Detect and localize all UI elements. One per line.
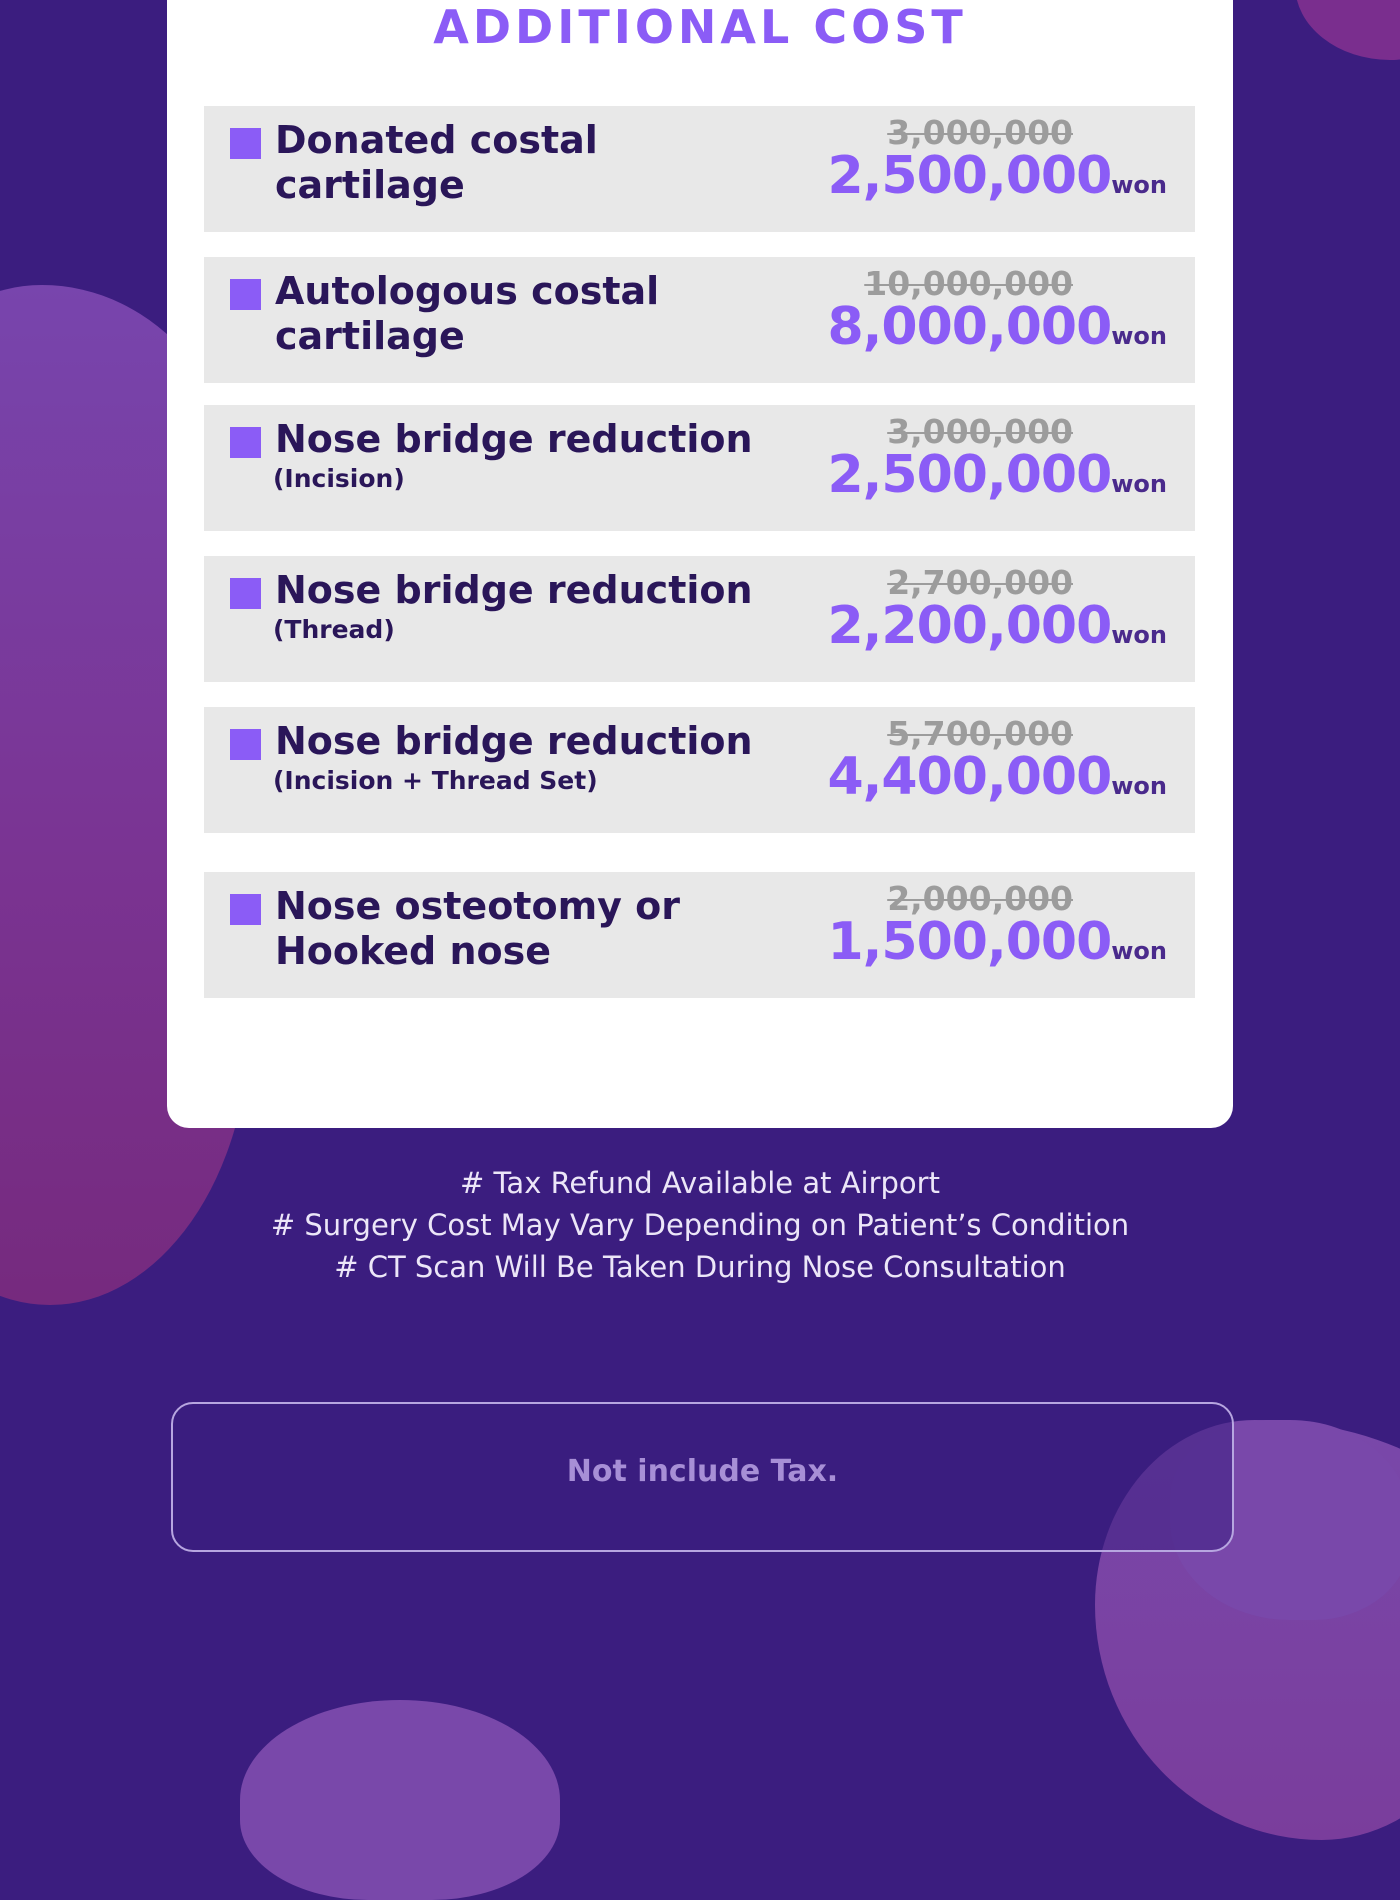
tax-notice-text: Not include Tax. <box>566 1454 839 1489</box>
price-unit: won <box>1111 322 1167 350</box>
price-row <box>204 257 1195 383</box>
discounted-price <box>827 445 1167 505</box>
original-price: 5,700,000 <box>887 714 1073 753</box>
card-title: ADDITIONAL COST <box>433 0 967 54</box>
original-price: 2,700,000 <box>887 563 1073 602</box>
square-bullet-icon <box>230 427 261 458</box>
decorative-blob-bottom-left <box>240 1700 560 1900</box>
discounted-price <box>827 146 1167 206</box>
price-row <box>204 707 1195 833</box>
item-name-main: Nose bridge reduction <box>275 719 753 763</box>
price-value: 2,500,000 <box>827 445 1112 505</box>
note-ct-scan: # CT Scan Will Be Taken During Nose Consultation <box>334 1250 1066 1284</box>
note-cost-variation: # Surgery Cost May Vary Depending on Patient’s Condition <box>270 1208 1130 1242</box>
price-value: 2,200,000 <box>827 596 1112 656</box>
price-unit: won <box>1111 470 1167 498</box>
original-price: 3,000,000 <box>887 412 1073 451</box>
item-name-detail: (Incision + Thread Set) <box>273 766 598 795</box>
price-card <box>167 0 1233 1128</box>
item-name-main: Nose bridge reduction <box>275 568 753 612</box>
original-price: 3,000,000 <box>887 113 1073 152</box>
item-name: Autologous costal cartilage <box>275 269 660 358</box>
original-price: 2,000,000 <box>887 879 1073 918</box>
notes <box>0 1162 1400 1288</box>
price-value: 2,500,000 <box>827 146 1112 206</box>
price-row <box>204 872 1195 998</box>
item-name <box>275 719 795 798</box>
original-price: 10,000,000 <box>864 264 1073 303</box>
item-name-detail: (Incision) <box>273 464 405 493</box>
price-row <box>204 405 1195 531</box>
square-bullet-icon <box>230 729 261 760</box>
square-bullet-icon <box>230 578 261 609</box>
price-unit: won <box>1111 621 1167 649</box>
price-unit: won <box>1111 171 1167 199</box>
item-name <box>275 568 795 647</box>
price-value: 8,000,000 <box>827 297 1112 357</box>
tax-notice-box <box>171 1402 1234 1552</box>
price-row <box>204 556 1195 682</box>
price-value: 4,400,000 <box>827 747 1112 807</box>
item-name: Nose osteotomy or Hooked nose <box>275 884 681 973</box>
discounted-price <box>827 297 1167 357</box>
discounted-price <box>827 912 1167 972</box>
item-name-main: Nose bridge reduction <box>275 417 753 461</box>
price-row <box>204 106 1195 232</box>
price-unit: won <box>1111 937 1167 965</box>
item-name <box>275 417 795 496</box>
square-bullet-icon <box>230 128 261 159</box>
discounted-price <box>827 596 1167 656</box>
price-unit: won <box>1111 772 1167 800</box>
item-name: Donated costal cartilage <box>275 118 598 207</box>
price-value: 1,500,000 <box>827 912 1112 972</box>
square-bullet-icon <box>230 279 261 310</box>
item-name-detail: (Thread) <box>273 615 395 644</box>
decorative-blob-top-right <box>1295 0 1400 60</box>
note-tax-refund: # Tax Refund Available at Airport <box>460 1166 940 1200</box>
discounted-price <box>827 747 1167 807</box>
square-bullet-icon <box>230 894 261 925</box>
